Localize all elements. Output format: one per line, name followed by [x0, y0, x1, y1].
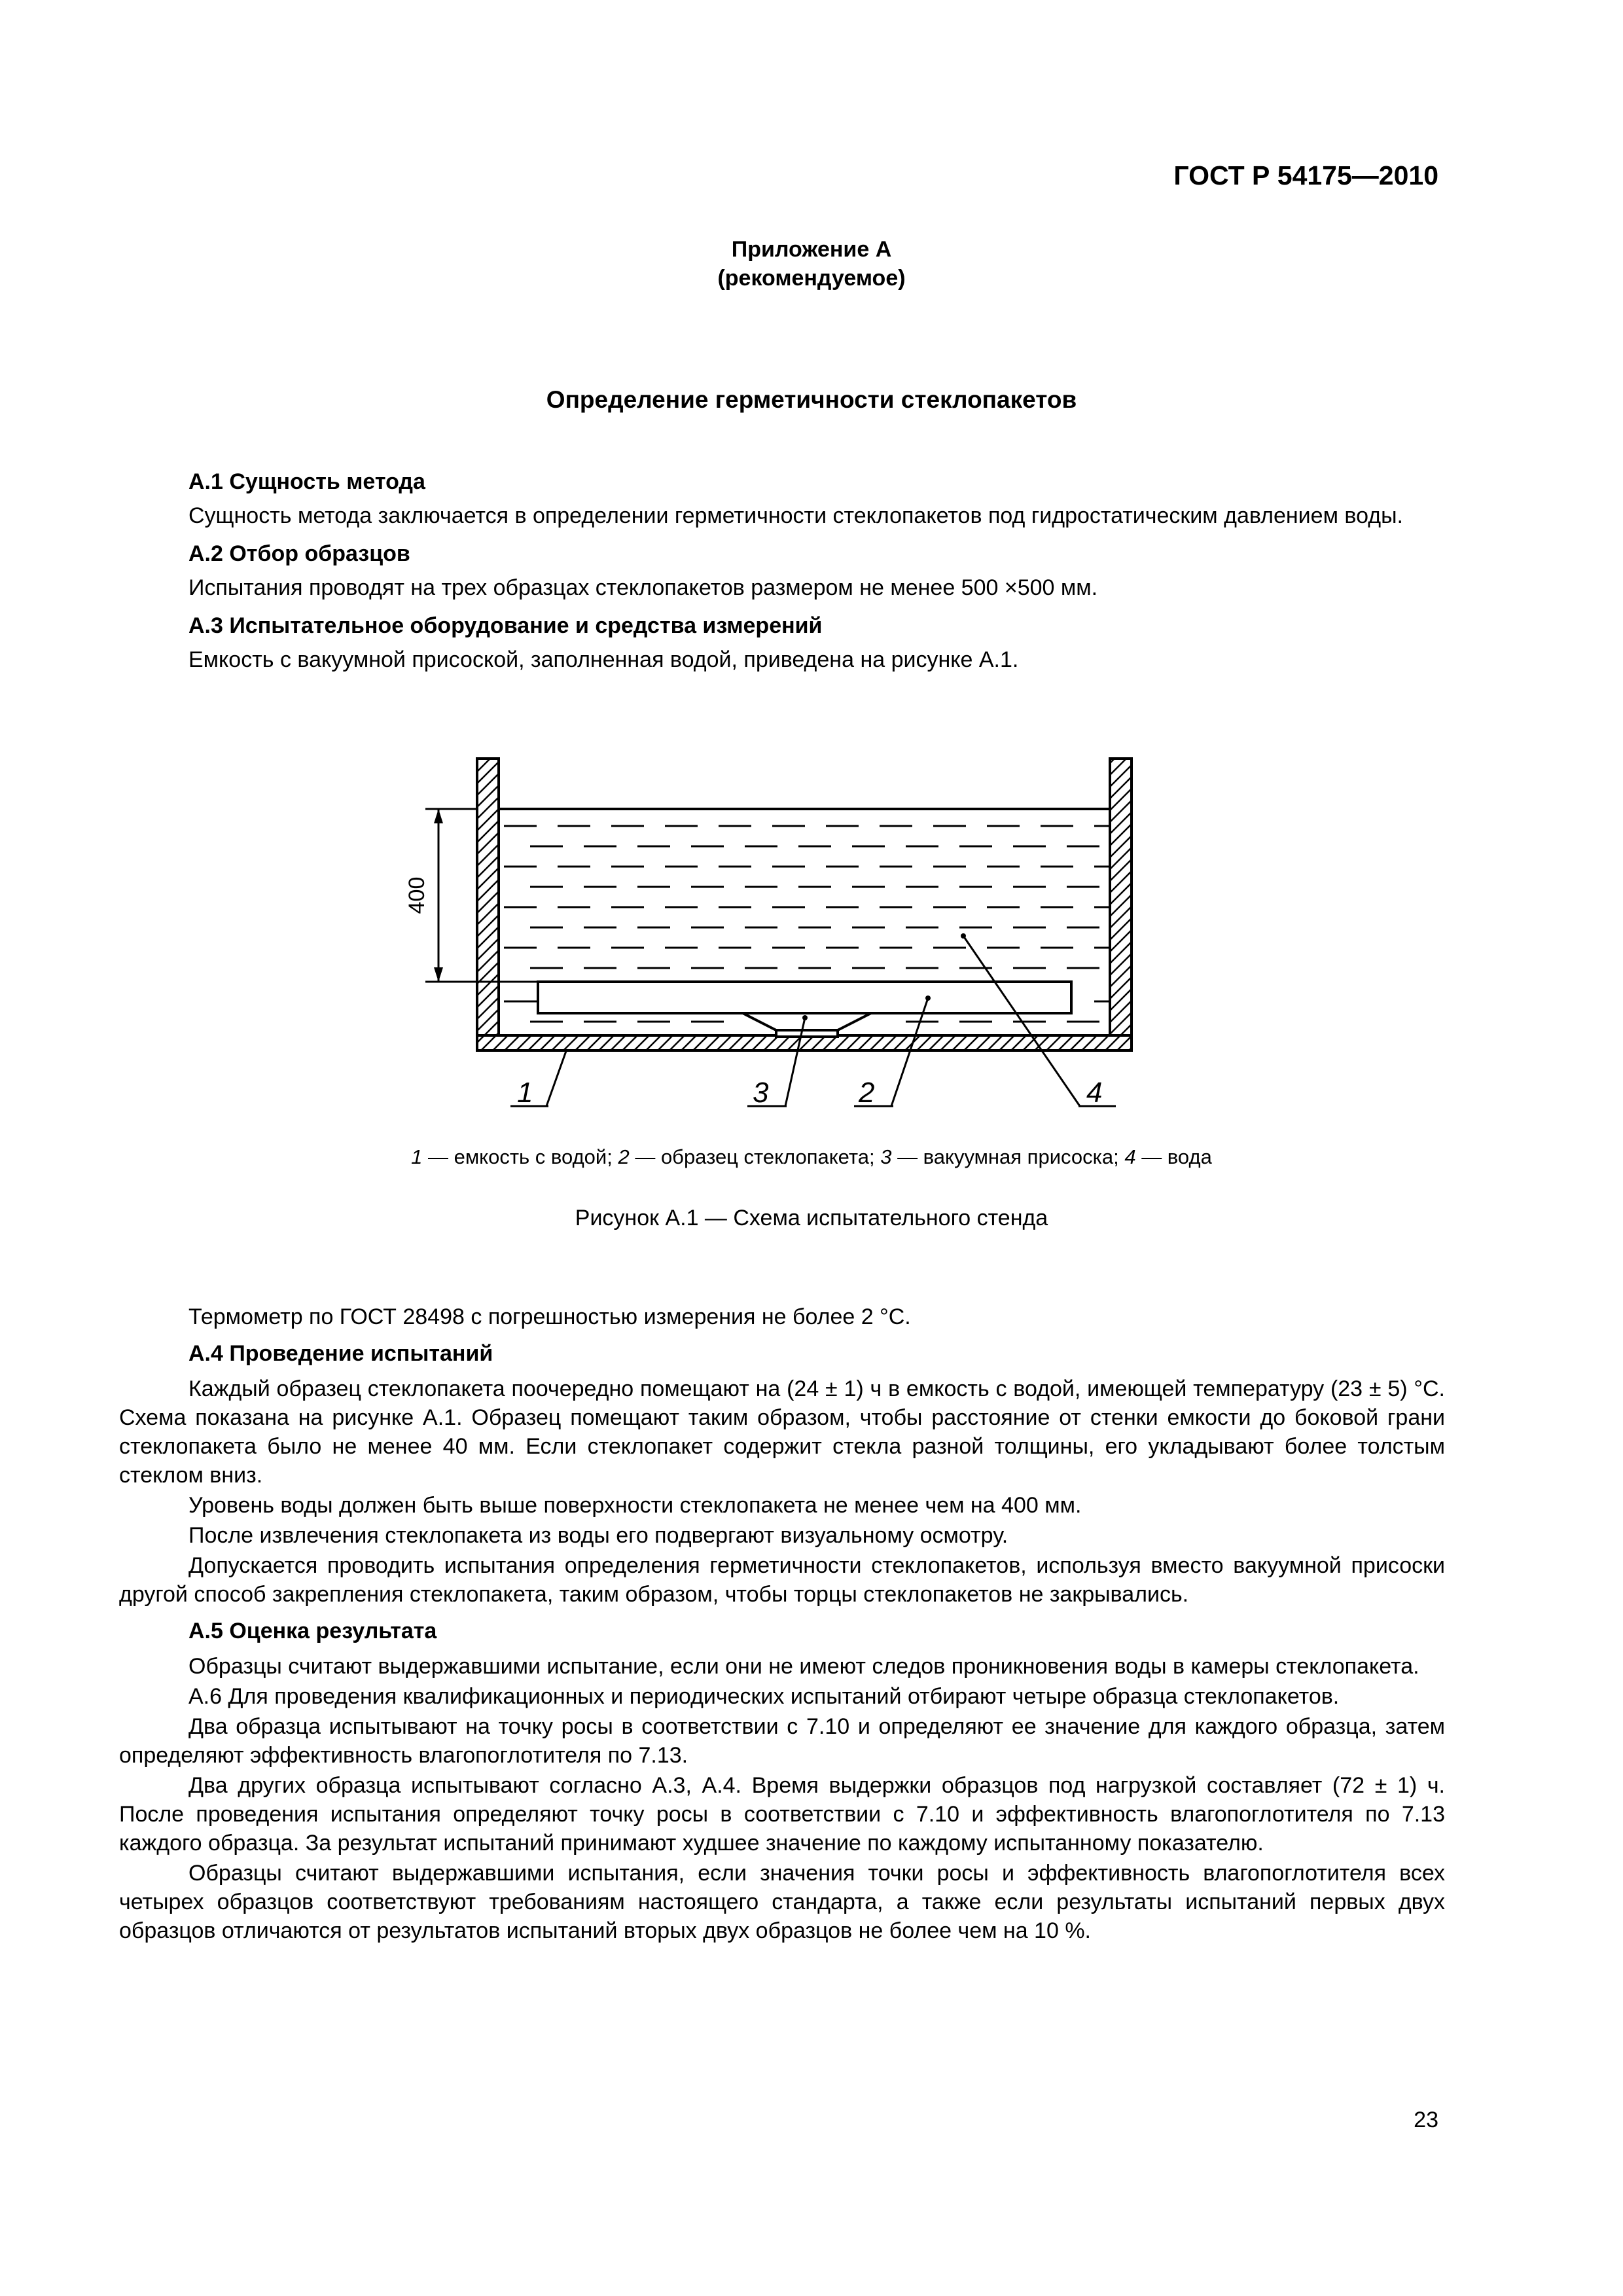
dimension-label: 400 [404, 876, 429, 914]
annex-status: (рекомендуемое) [717, 266, 906, 291]
paragraph: Каждый образец стеклопакета поочередно помещают на (24 ± 1) ч в емкость с водой, имеющей температуру (23 ± 5) °С. Схема показана на рисунке А.1. Образец помещают таким образом, чтобы расстояние от стенки емкости до боковой грани стеклопакета было не менее 40 мм. Если стеклопакет содержит стекла разной толщины, его укладывают более толстым стеклом вниз. [119, 1376, 1445, 1488]
section-heading-a5: А.5 Оценка результата [188, 1619, 437, 1643]
section-heading-a3: А.3 Испытательное оборудование и средства измерений [188, 613, 823, 638]
paragraph: После извлечения стеклопакета из воды его подвергают визуальному осмотру. [188, 1523, 1008, 1548]
paragraph: Уровень воды должен быть выше поверхности стеклопакета не менее чем на 400 мм. [188, 1493, 1082, 1518]
paragraph: Два других образца испытывают согласно А.3, А.4. Время выдержки образцов под нагрузкой составляет (72 ± 1) ч. После проведения испытания определяют точку росы в соответствии с 7.10 и эффективность влагопоглотителя по 7.13 каждого образца. За результат испытаний принимают худшее значение по каждому испытанному показателю. [119, 1773, 1445, 1856]
paragraph: А.6 Для проведения квалификационных и периодических испытаний отбирают четыре образца стеклопакетов. [188, 1684, 1340, 1709]
paragraph: Сущность метода заключается в определении герметичности стеклопакетов под гидростатическим давлением воды. [188, 503, 1403, 528]
sections-top [0, 458, 1623, 674]
callout-4: 4 [1086, 1077, 1103, 1109]
paragraph: Образцы считают выдержавшими испытания, если значения точки росы и эффективность влагопоглотителя всех четырех образцов соответствуют требованиям настоящего стандарта, а также если результаты испытаний первых двух образцов отличаются от результатов испытаний вторых двух образцов не более чем на 10 %. [119, 1861, 1445, 1943]
document-code: ГОСТ Р 54175—2010 [1173, 160, 1438, 190]
paragraph: Образцы считают выдержавшими испытание, если они не имеют следов проникновения воды в камеры стеклопакета. [188, 1654, 1419, 1679]
glass-unit [538, 982, 1071, 1013]
paragraph: Допускается проводить испытания определения герметичности стеклопакетов, используя вместо вакуумной присоски другой способ закрепления стеклопакета, таким образом, чтобы торцы стеклопакетов не закрывались. [119, 1553, 1445, 1607]
figure-test-stand [0, 740, 1623, 1132]
paragraph: Два образца испытывают на точку росы в соответствии с 7.10 и определяют ее значение для каждого образца, затем определяют эффективность влагопоглотителя по 7.13. [119, 1714, 1445, 1768]
figure-legend: 1 — емкость с водой; 2 — образец стеклопакета; 3 — вакуумная присоска; 4 — вода [411, 1145, 1212, 1168]
test-stand-diagram [0, 740, 1623, 1132]
figure-caption: Рисунок А.1 — Схема испытательного стенда [575, 1206, 1048, 1230]
page-number: 23 [1414, 2108, 1438, 2132]
section-heading-a4: А.4 Проведение испытаний [188, 1341, 493, 1366]
section-heading-a1: А.1 Сущность метода [188, 469, 425, 494]
paragraph: Испытания проводят на трех образцах стеклопакетов размером не менее 500 ×500 мм. [188, 575, 1098, 600]
callout-3: 3 [753, 1077, 769, 1109]
document-title: Определение герметичности стеклопакетов [546, 386, 1077, 413]
paragraph: Емкость с вакуумной присоской, заполненная водой, приведена на рисунке А.1. [188, 647, 1019, 672]
callout-2: 2 [859, 1077, 875, 1109]
paragraph-thermometer: Термометр по ГОСТ 28498 с погрешностью измерения не более 2 °С. [188, 1304, 911, 1329]
section-heading-a2: А.2 Отбор образцов [188, 541, 410, 566]
callout-1: 1 [517, 1077, 533, 1109]
sections-bottom [0, 1302, 1623, 1946]
annex-title: Приложение А [731, 237, 892, 262]
